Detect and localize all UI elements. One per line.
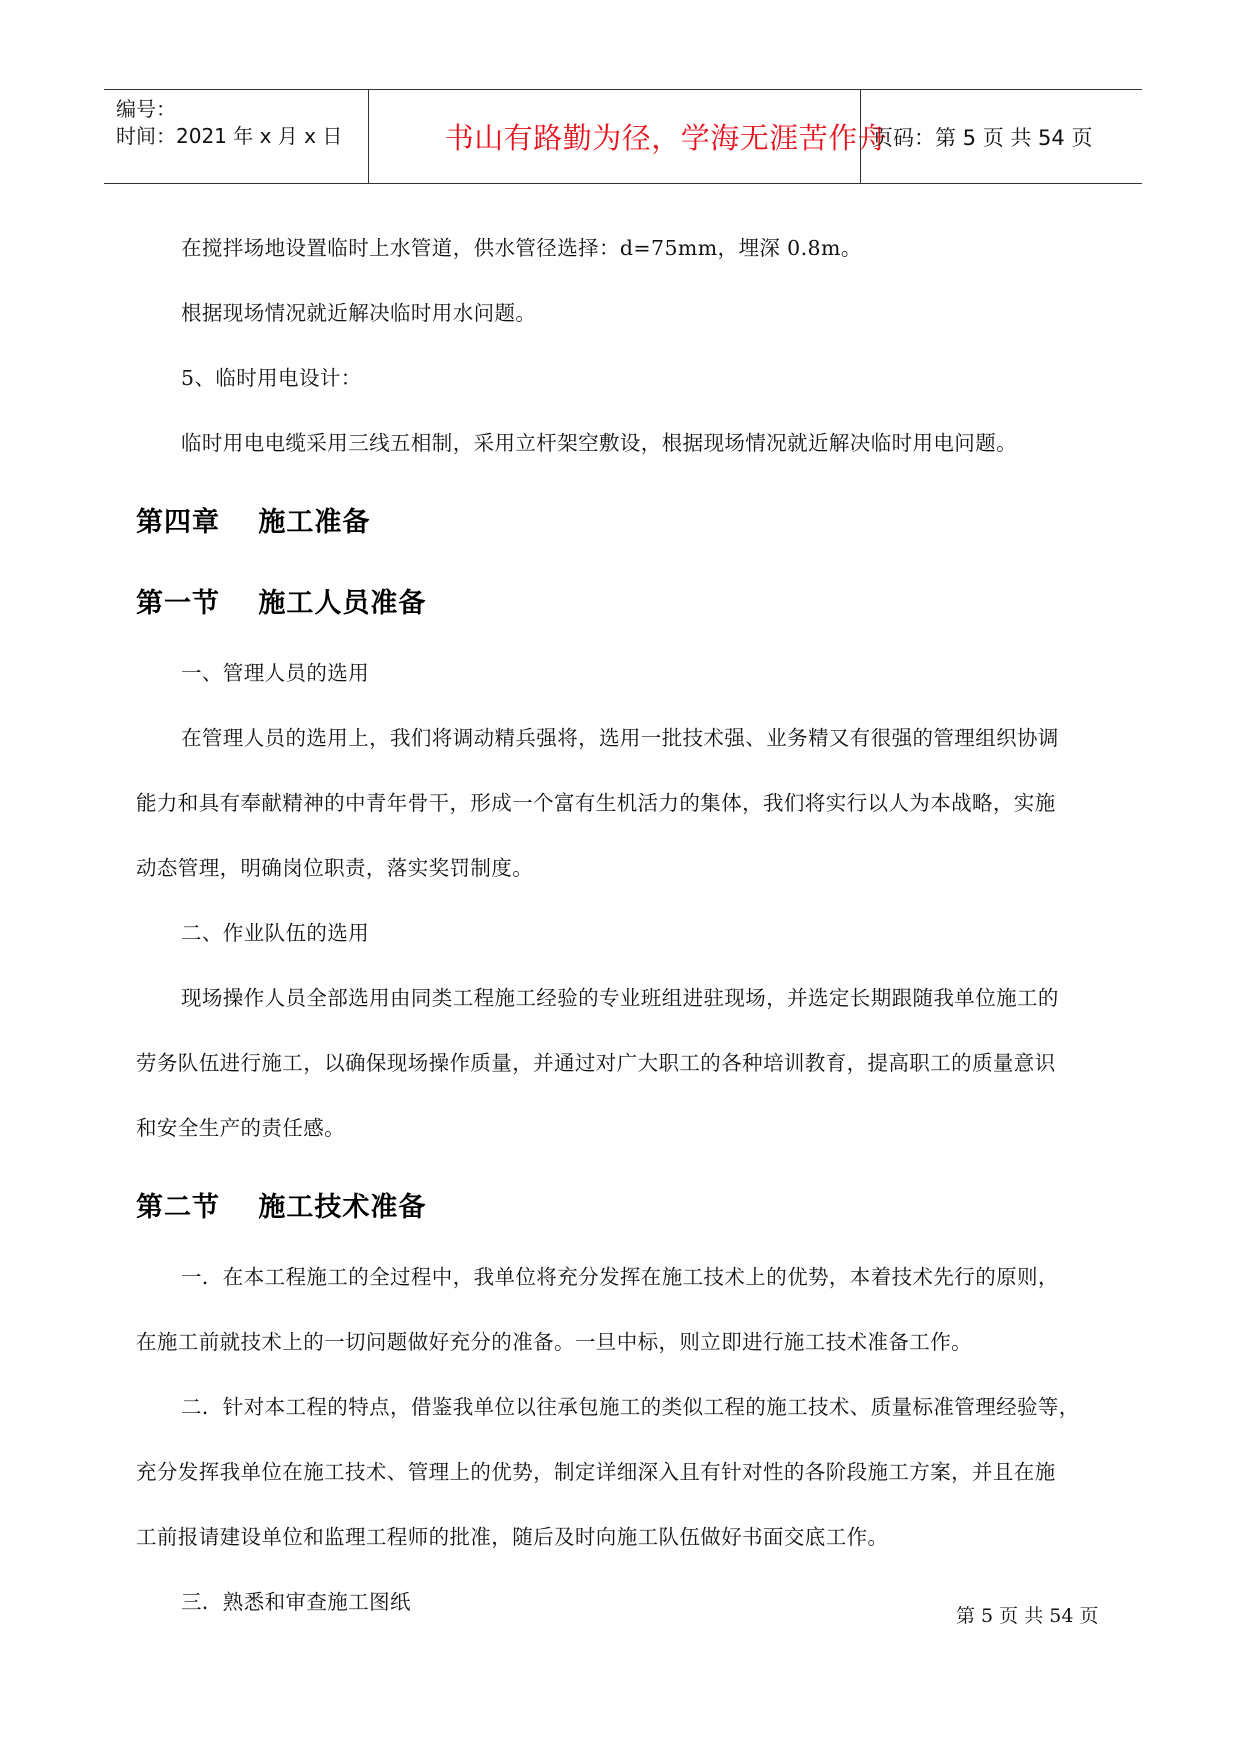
paragraph: 现场操作人员全部选用由同类工程施工经验的专业班组进驻现场，并选定长期跟随我单位施工的 — [181, 986, 1059, 1010]
paragraph: 劳务队伍进行施工，以确保现场操作质量，并通过对广大职工的各种培训教育，提高职工的质量意识 — [136, 1051, 1056, 1075]
paragraph: 在管理人员的选用上，我们将调动精兵强将，选用一批技术强、业务精又有很强的管理组织协调 — [181, 726, 1059, 750]
header-motto: 书山有路勤为径，学海无涯苦作舟 — [444, 121, 888, 155]
header-meta — [116, 90, 364, 183]
paragraph: 和安全生产的责任感。 — [136, 1116, 345, 1140]
paragraph: 一、管理人员的选用 — [181, 661, 370, 685]
chapter-heading: 第四章 施工准备 — [136, 507, 371, 538]
section-heading: 第二节 施工技术准备 — [136, 1192, 427, 1223]
paragraph: 一．在本工程施工的全过程中，我单位将充分发挥在施工技术上的优势，本着技术先行的原则， — [181, 1265, 1059, 1289]
header-divider — [860, 90, 861, 183]
page-header — [104, 89, 1142, 184]
paragraph: 工前报请建设单位和监理工程师的批准，随后及时向施工队伍做好书面交底工作。 — [136, 1525, 889, 1549]
paragraph: 三．熟悉和审查施工图纸 — [181, 1590, 411, 1614]
paragraph: 5、临时用电设计： — [181, 366, 362, 390]
paragraph: 二．针对本工程的特点，借鉴我单位以往承包施工的类似工程的施工技术、质量标准管理经验等， — [181, 1395, 1080, 1419]
page-footer: 第 5 页 共 54 页 — [956, 1605, 1099, 1627]
paragraph: 二、作业队伍的选用 — [181, 921, 370, 945]
section-heading: 第一节 施工人员准备 — [136, 588, 427, 619]
document-number-label: 编号： — [116, 97, 176, 121]
paragraph: 在施工前就技术上的一切问题做好充分的准备。一旦中标，则立即进行施工技术准备工作。 — [136, 1330, 972, 1354]
paragraph: 根据现场情况就近解决临时用水问题。 — [181, 301, 537, 325]
header-page-number: 页码：第 5 页 共 54 页 — [872, 125, 1093, 150]
paragraph: 在搅拌场地设置临时上水管道，供水管径选择：d=75mm，埋深 0.8m。 — [181, 236, 862, 260]
paragraph: 能力和具有奉献精神的中青年骨干，形成一个富有生机活力的集体，我们将实行以人为本战略，实施 — [136, 791, 1056, 815]
document-time-label: 时间：2021 年 x 月 x 日 — [116, 124, 343, 148]
paragraph: 动态管理，明确岗位职责，落实奖罚制度。 — [136, 856, 534, 880]
paragraph: 充分发挥我单位在施工技术、管理上的优势，制定详细深入且有针对性的各阶段施工方案，并且在施 — [136, 1460, 1056, 1484]
paragraph: 临时用电电缆采用三线五相制，采用立杆架空敷设，根据现场情况就近解决临时用电问题。 — [181, 431, 1017, 455]
